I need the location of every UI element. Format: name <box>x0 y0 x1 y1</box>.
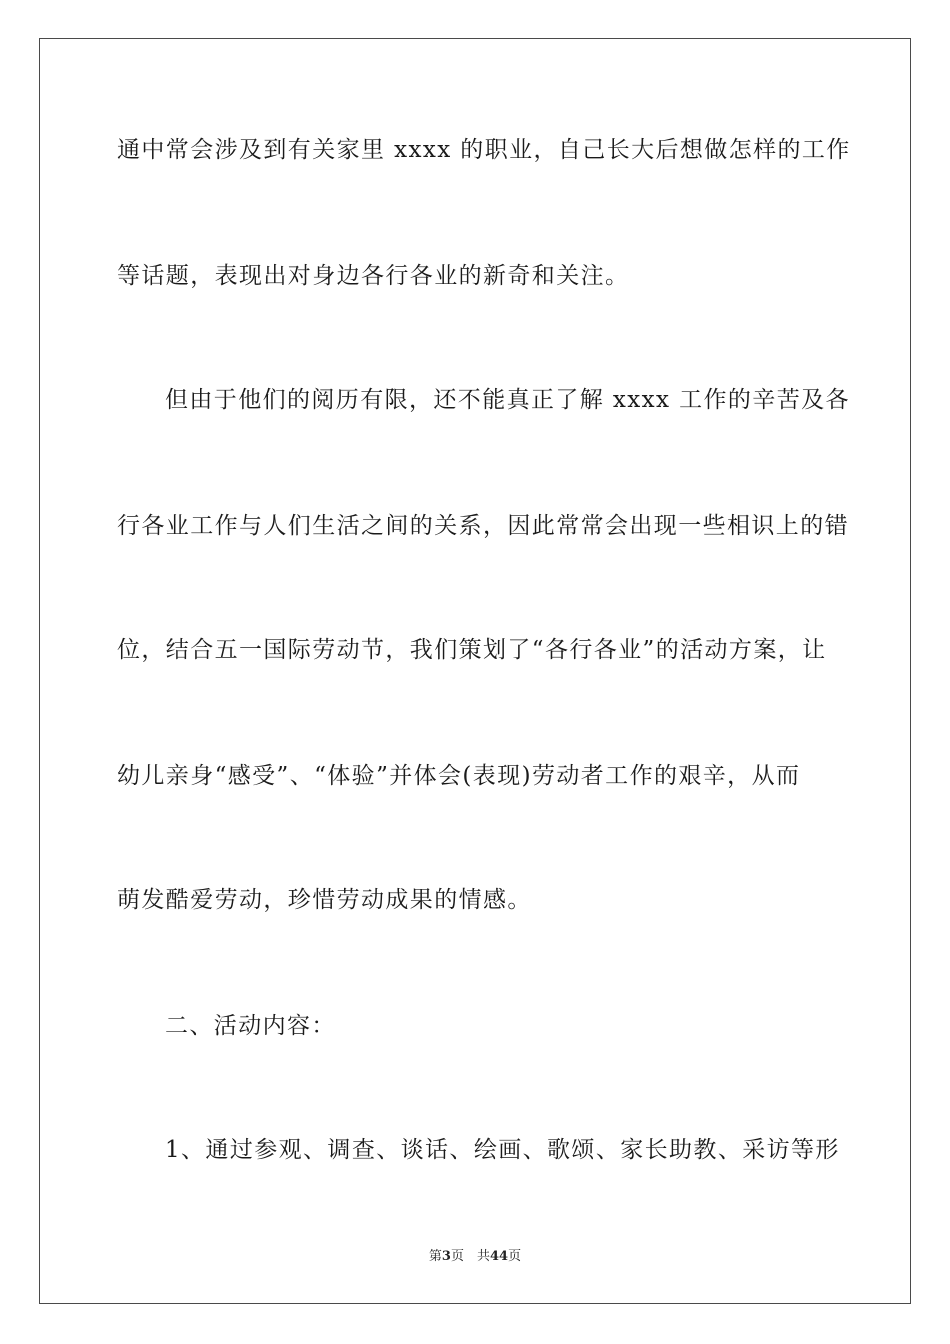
paragraph-2-line-4: 幼儿亲身“感受”、“体验”并体会(表现)劳动者工作的艰辛，从而 <box>117 763 801 789</box>
paragraph-2-line-5: 萌发酷爱劳动，珍惜劳动成果的情感。 <box>117 887 532 913</box>
footer-current-page: 3 <box>441 1249 451 1264</box>
body-line-1: 通中常会涉及到有关家里 xxxx 的职业，自己长大后想做怎样的工作 <box>117 137 851 163</box>
footer-middle: 页 共 <box>450 1249 490 1264</box>
page-footer <box>0 1248 950 1266</box>
paragraph-2-line-3: 位，结合五一国际劳动节，我们策划了“各行各业”的活动方案，让 <box>117 637 827 663</box>
list-item-1: 1、通过参观、调查、谈话、绘画、歌颂、家长助教、采访等形 <box>165 1137 840 1163</box>
footer-suffix: 页 <box>508 1249 522 1264</box>
footer-total-pages: 44 <box>489 1249 509 1264</box>
page-border <box>39 38 911 1304</box>
body-line-2: 等话题，表现出对身边各行各业的新奇和关注。 <box>117 263 630 289</box>
section-heading: 二、活动内容： <box>165 1013 336 1039</box>
paragraph-2-line-2: 行各业工作与人们生活之间的关系，因此常常会出现一些相识上的错 <box>117 513 849 539</box>
footer-prefix: 第 <box>428 1249 442 1264</box>
paragraph-2-line-1: 但由于他们的阅历有限，还不能真正了解 xxxx 工作的辛苦及各 <box>165 387 850 413</box>
